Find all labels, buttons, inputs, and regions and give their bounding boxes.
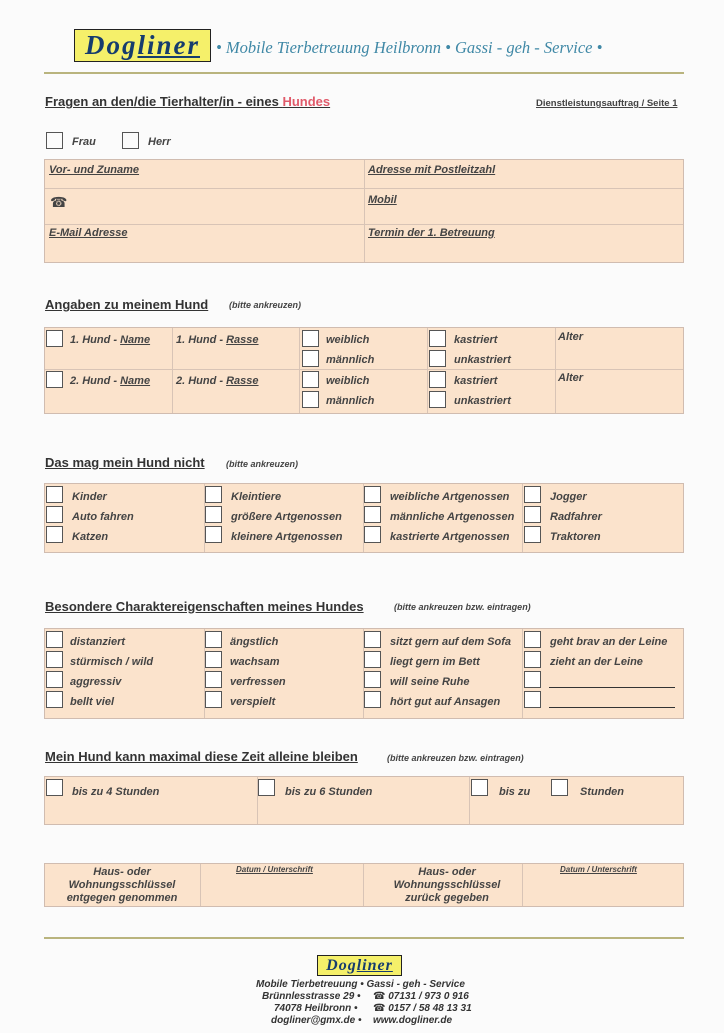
section4-title: Besondere Charaktereigenschaften meines Hundes [45,599,364,614]
dislike-checkbox[interactable] [364,526,381,543]
dogs-row-line [45,369,683,370]
dislike-checkbox[interactable] [205,526,222,543]
trait-label: liegt gern im Bett [390,656,480,668]
traits-col-line [522,629,523,718]
dog2-unneutered-label: unkastriert [454,395,511,407]
dog1-checkbox[interactable] [46,330,63,347]
logo-part-a: Dog [84,30,138,60]
alone-6h-checkbox[interactable] [258,779,275,796]
key-received-label: Haus- oder Wohnungsschlüssel entgegen genommen [66,866,178,904]
section1-title [45,94,330,109]
dog1-breed-label-u: Rasse [226,334,259,346]
contact-row-line [45,224,683,225]
footer-address: Brünnlesstrasse 29 • [262,991,361,1002]
trait-checkbox[interactable] [524,631,541,648]
mobile-field[interactable]: Mobil [368,194,397,206]
section3-title: Das mag mein Hund nicht [45,455,205,470]
dog1-male-checkbox[interactable] [302,350,319,367]
alone-hours-label: Stunden [580,786,624,798]
dislike-checkbox[interactable] [205,506,222,523]
dislike-checkbox[interactable] [46,526,63,543]
logo-part-b: liner [137,30,200,60]
dogs-col-line [427,328,428,413]
dogs-col-line [172,328,173,413]
dogs-col-line [299,328,300,413]
trait-checkbox[interactable] [46,631,63,648]
header-rule [44,72,684,74]
section5-title: Mein Hund kann maximal diese Zeit alleine bleiben [45,749,358,764]
trait-checkbox[interactable] [46,651,63,668]
trait-checkbox[interactable] [364,671,381,688]
trait-checkbox[interactable] [205,631,222,648]
footer-logo [317,955,402,976]
alone-4h-label: bis zu 4 Stunden [72,786,160,798]
section4-hint: (bitte ankreuzen bzw. eintragen) [394,602,531,612]
trait-label: zieht an der Leine [550,656,643,668]
herr-label: Herr [148,136,171,148]
dislike-label: kastrierte Artgenossen [390,531,510,543]
page-label: Dienstleistungsauftrag / Seite 1 [536,98,678,109]
trait-custom-checkbox[interactable] [524,691,541,708]
dislike-label: Kinder [72,491,107,503]
dog2-name-label: 2. Hund - [70,375,121,387]
dog2-male-label: männlich [326,395,375,407]
dog1-unneutered-label: unkastriert [454,354,511,366]
trait-label: verfressen [230,676,286,688]
email-field[interactable]: E-Mail Adresse [49,227,128,239]
dog1-neutered-label: kastriert [454,334,498,346]
dislike-label: größere Artgenossen [231,511,342,523]
dog1-male-label: männlich [326,354,375,366]
keys-col-line [200,864,201,906]
header-logo [74,29,211,62]
section1-title-text: Fragen an den/die Tierhalter/in - eines [45,94,283,109]
dislike-label: Katzen [72,531,109,543]
alone-hours-field[interactable] [551,779,568,796]
trait-label: distanziert [70,636,126,648]
trait-label: bellt viel [70,696,115,708]
footer-website[interactable]: www.dogliner.de [373,1015,453,1026]
footer-email[interactable]: dogliner@gmx.de • [271,1015,362,1026]
address-field[interactable]: Adresse mit Postleitzahl [368,164,496,176]
section2-hint: (bitte ankreuzen) [229,300,302,310]
trait-checkbox[interactable] [524,651,541,668]
dog1-name-field[interactable] [70,334,150,346]
trait-label: wachsam [230,656,280,668]
frau-label: Frau [72,136,96,148]
alone-4h-checkbox[interactable] [46,779,63,796]
phone-icon: ☎ [50,194,68,210]
trait-checkbox[interactable] [46,671,63,688]
dislike-checkbox[interactable] [364,486,381,503]
trait-label: ängstlich [230,636,279,648]
trait-custom-checkbox[interactable] [524,671,541,688]
footer-logo-b: liner [356,956,393,974]
contact-row-line [45,188,683,189]
trait-checkbox[interactable] [364,651,381,668]
keys-col-line [363,864,364,906]
trait-checkbox[interactable] [364,631,381,648]
dog2-neutered-checkbox[interactable] [429,371,446,388]
trait-label: will seine Ruhe [390,676,470,688]
trait-custom-field[interactable] [549,687,675,688]
dog2-name-field[interactable] [70,375,150,387]
footer-phone: ☎ 07131 / 973 0 916 [373,991,469,1002]
keys-col-line [522,864,523,906]
dislike-checkbox[interactable] [524,506,541,523]
dislike-label: Jogger [550,491,587,503]
trait-custom-field[interactable] [549,707,675,708]
footer-mobile: ☎ 0157 / 58 48 13 31 [373,1003,472,1014]
dog2-name-label-u: Name [120,375,151,387]
frau-checkbox[interactable] [46,132,63,149]
footer-city: 74078 Heilbronn • [274,1003,358,1014]
dog1-name-label-u: Name [120,334,151,346]
dog2-age-field[interactable]: Alter [558,372,584,384]
trait-label: hört gut auf Ansagen [390,696,501,708]
dog1-female-checkbox[interactable] [302,330,319,347]
dislike-label: männliche Artgenossen [390,511,515,523]
dislike-checkbox[interactable] [46,486,63,503]
section1-title-highlight: Hundes [282,94,331,109]
trait-checkbox[interactable] [205,691,222,708]
dog2-female-label: weiblich [326,375,370,387]
trait-label: verspielt [230,696,276,708]
herr-checkbox[interactable] [122,132,139,149]
dislike-label: Kleintiere [231,491,282,503]
key-returned-signature[interactable]: Datum / Unterschrift [560,865,637,874]
trait-label: sitzt gern auf dem Sofa [390,636,512,648]
dog2-male-checkbox[interactable] [302,391,319,408]
trait-checkbox[interactable] [364,691,381,708]
dogs-col-line [555,328,556,413]
trait-label: aggressiv [70,676,122,688]
dog1-female-label: weiblich [326,334,370,346]
alone-6h-label: bis zu 6 Stunden [285,786,373,798]
section5-hint: (bitte ankreuzen bzw. eintragen) [387,753,524,763]
trait-label: geht brav an der Leine [550,636,668,648]
dog2-unneutered-checkbox[interactable] [429,391,446,408]
trait-checkbox[interactable] [205,671,222,688]
alone-col-line [469,777,470,824]
dog2-breed-label-u: Rasse [226,375,259,387]
dislike-label: Auto fahren [72,511,134,523]
dog1-breed-field[interactable] [176,334,259,346]
section3-hint: (bitte ankreuzen) [226,459,299,469]
dog2-female-checkbox[interactable] [302,371,319,388]
dog2-checkbox[interactable] [46,371,63,388]
dog1-name-label: 1. Hund - [70,334,121,346]
section2-title: Angaben zu meinem Hund [45,297,209,312]
dislike-label: Radfahrer [550,511,602,523]
dislike-label: kleinere Artgenossen [231,531,343,543]
dog2-neutered-label: kastriert [454,375,498,387]
header-tagline: • Mobile Tierbetreuung Heilbronn • Gassi - geh - Service • [216,38,603,57]
appointment-field[interactable]: Termin der 1. Betreuung [368,227,495,239]
dislike-checkbox[interactable] [205,486,222,503]
dog1-age-field[interactable]: Alter [558,331,584,343]
trait-checkbox[interactable] [205,651,222,668]
footer-line1: Mobile Tierbetreuung • Gassi - geh - Service [256,979,465,990]
dislike-checkbox[interactable] [364,506,381,523]
dislike-checkbox[interactable] [46,506,63,523]
dog1-unneutered-checkbox[interactable] [429,350,446,367]
contact-box [44,159,684,263]
alone-custom-label: bis zu [499,786,531,798]
dislike-label: weibliche Artgenossen [390,491,510,503]
key-returned-label: Haus- oder Wohnungsschlüssel zurück gegeben [393,866,501,904]
dislike-checkbox[interactable] [524,486,541,503]
alone-custom-checkbox[interactable] [471,779,488,796]
dislikes-col-line [522,484,523,552]
dog2-breed-field[interactable] [176,375,259,387]
name-field[interactable]: Vor- und Zuname [49,164,140,176]
footer-logo-a: Dog [326,956,357,974]
alone-box [44,776,684,825]
dog2-breed-label: 2. Hund - [176,375,227,387]
dog1-breed-label: 1. Hund - [176,334,227,346]
key-received-signature[interactable]: Datum / Unterschrift [236,865,313,874]
contact-divider [364,160,365,262]
dog1-neutered-checkbox[interactable] [429,330,446,347]
footer-rule [44,937,684,939]
trait-checkbox[interactable] [46,691,63,708]
trait-label: stürmisch / wild [70,656,154,668]
dislike-checkbox[interactable] [524,526,541,543]
dislike-label: Traktoren [550,531,601,543]
